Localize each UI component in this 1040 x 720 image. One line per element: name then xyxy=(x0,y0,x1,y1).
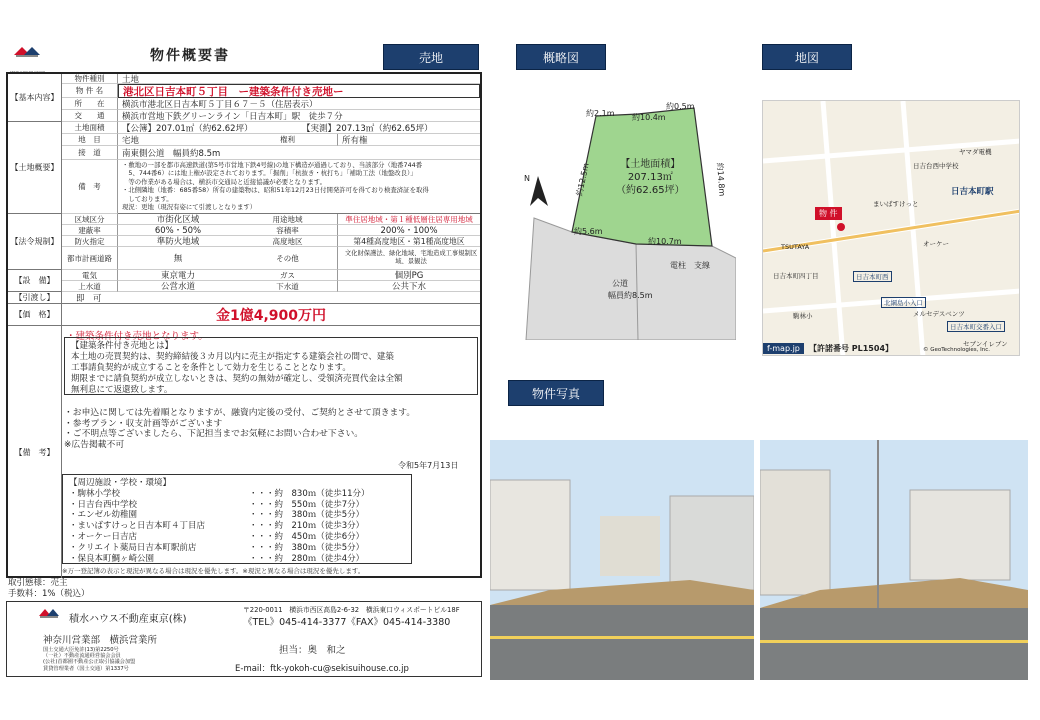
license-line: （一社）不動産流通経営協会会員 xyxy=(43,653,121,660)
label-road: 接 道 xyxy=(62,146,118,160)
env-distance: ・・・約 380ｍ（徒歩5分） xyxy=(249,510,365,521)
land-remarks xyxy=(122,161,478,211)
env-name: ・まいばすけっと日吉本町４丁目店 xyxy=(69,521,206,532)
label-use-zone: 用途地域 xyxy=(238,214,338,225)
land-sketch xyxy=(516,78,736,340)
value-electric: 東京電力 xyxy=(118,270,238,281)
value-chimoku: 宅地 xyxy=(118,134,238,146)
dim-bottom-b: 約10.7m xyxy=(648,237,682,246)
area-tsubo: （約62.65坪） xyxy=(616,185,685,196)
condition-title: 【建築条件付き売地とは】 xyxy=(71,341,174,351)
condition-line: 工事請負契約が成立することを条件として効力を生じることとなります。 xyxy=(71,363,351,373)
value-sewer: 公共下水 xyxy=(338,281,480,292)
condition-line: 期限までに請負契約が成立しないときは、契約の無効が確定し、受領済売買代金は全額 xyxy=(71,374,403,384)
env-name: ・エンゼル幼稚園 xyxy=(69,510,138,521)
value-access: 横浜市営地下鉄グリーンライン「日吉本町」駅 徒歩７分 xyxy=(118,110,480,122)
value-far: 200%・100% xyxy=(338,225,480,236)
bullet-line: ・お申込に関しては先着順となりますが、融資内定後の受付、ご契約とさせて頂きます。 xyxy=(64,408,416,418)
location-map xyxy=(762,100,1020,356)
road-width: 幅員約8.5m xyxy=(608,291,653,300)
env-name: ・日吉台西中学校 xyxy=(69,499,138,510)
dim-top-c: 約0.5m xyxy=(666,102,695,111)
label-gas: ガス xyxy=(238,270,338,281)
remark-line: ・敷地の一部を都市高速鉄道(第5号市営地下鉄4号線)の地下構造が通過しており、当該部分（地番744番 xyxy=(122,161,423,169)
label-city-road: 都市計画道路 xyxy=(62,247,118,270)
value-city-road: 無 xyxy=(118,247,238,270)
map-place: 日吉本町四丁目 xyxy=(773,272,819,280)
dim-left: 約12.5m xyxy=(574,162,591,197)
map-copyright: © GeoTechnologies, Inc. xyxy=(923,347,990,353)
basic-section xyxy=(8,74,480,122)
company-block xyxy=(6,601,482,677)
condition-box xyxy=(64,337,478,395)
delivery-section xyxy=(8,292,480,304)
label-area: 土地面積 xyxy=(62,122,118,134)
value-delivery: 即 可 xyxy=(76,294,102,304)
bullet-line: ・参考プラン・収支計画等がございます xyxy=(64,418,223,429)
value-rights: 所有権 xyxy=(338,134,480,146)
company-division: 神奈川営業部 横浜営業所 xyxy=(43,635,158,646)
stay-label: 支線 xyxy=(694,261,710,270)
sekisui-logo xyxy=(10,43,46,74)
land-section xyxy=(8,122,480,214)
label-water: 上水道 xyxy=(62,281,118,292)
company-name: 積水ハウス不動産東京(株) xyxy=(69,614,187,625)
value-kind: 土地 xyxy=(118,74,480,84)
dim-right: 約14.8m xyxy=(715,162,727,197)
label-area-class: 区域区分 xyxy=(62,214,118,225)
company-email: E-mail：ftk-yokoh-cu@sekisuihouse.co.jp xyxy=(235,664,409,674)
value-price: 金1億4,900万円 xyxy=(215,308,327,324)
license-line: 国土交通大臣免許(13)第2250号 xyxy=(43,647,119,653)
value-gas: 個別PG xyxy=(338,270,480,281)
map-place: まいばすけっと xyxy=(873,200,919,208)
price-section xyxy=(8,304,480,326)
license-line: (公社)首都圏不動産公正取引協議会加盟 xyxy=(43,659,136,666)
label-electric: 電気 xyxy=(62,270,118,281)
map-license: 【許諾番号 PL1504】 xyxy=(809,344,894,353)
env-name: ・オーケー日吉店 xyxy=(69,531,138,542)
label-other: その他 xyxy=(238,247,338,270)
condition-line: 無利息にて返還致します。 xyxy=(71,385,173,395)
map-place: 北綱島小入口 xyxy=(881,297,926,308)
remarks-category: 【備 考】 xyxy=(8,326,62,578)
license-line: 賃貸管理業者（国土交通）第1337号 xyxy=(43,665,129,672)
law-section xyxy=(8,214,480,270)
env-item xyxy=(69,500,405,511)
remark-line: しております。 xyxy=(122,194,173,203)
value-use-zone: 準住居地域・第１種低層住居専用地域 xyxy=(338,214,480,225)
remarks-headline: ・建築条件付き売地となります。 xyxy=(66,331,208,342)
label-access: 交 通 xyxy=(62,110,118,122)
value-area-class: 市街化区域 xyxy=(118,214,238,225)
env-item xyxy=(69,521,405,532)
map-place: 日吉本町交番入口 xyxy=(947,321,1005,332)
value-water: 公営水道 xyxy=(118,281,238,292)
land-category: 【土地概要】 xyxy=(8,122,62,213)
map-credit-logo: f-map.jp xyxy=(763,343,804,354)
env-item xyxy=(69,554,405,565)
env-item xyxy=(69,510,405,521)
value-name: 港北区日吉本町５丁目 ー建築条件付き売地ー xyxy=(118,84,480,98)
env-distance: ・・・約 450ｍ（徒歩6分） xyxy=(249,531,365,542)
env-item xyxy=(69,543,405,554)
remarks-bullets xyxy=(64,408,478,450)
sale-type-badge: 売地 xyxy=(383,44,479,70)
value-area-official: 【公簿】207.01㎡（約62.62坪） xyxy=(118,122,298,134)
dim-top-a: 約2.1m xyxy=(586,109,615,118)
company-address: 〒220-0011 横浜市西区高島2-6-32 横浜東口ウィスポートビル18F xyxy=(243,606,460,614)
basic-category: 【基本内容】 xyxy=(8,74,62,121)
commission: 手数料：1%（税込） xyxy=(8,589,90,599)
map-place: 日吉台西中学校 xyxy=(913,162,959,170)
env-distance: ・・・約 380ｍ（徒歩5分） xyxy=(249,542,365,553)
value-bcr: 60%・50% xyxy=(118,225,238,236)
label-fire: 防火指定 xyxy=(62,236,118,247)
env-item xyxy=(69,489,405,500)
company-license xyxy=(43,647,135,672)
label-kind: 物件種別 xyxy=(62,74,118,84)
label-name: 物 件 名 xyxy=(62,84,118,98)
bullet-line: ※広告掲載不可 xyxy=(64,439,125,450)
value-fire: 準防火地域 xyxy=(118,236,238,247)
value-road: 南東側公道 幅員約8.5m xyxy=(118,146,480,160)
remark-line: 現況：更地（現況有姿にて引渡しとなります） xyxy=(122,203,257,212)
env-distance: ・・・約 280ｍ（徒歩4分） xyxy=(249,553,365,564)
map-place: オーケー xyxy=(923,240,949,248)
map-property-marker: 物 件 xyxy=(815,207,842,220)
remark-line: 等の作業がある場合は、横浜市交通局と近接協議が必要となります。 xyxy=(122,177,326,186)
company-logo xyxy=(37,606,65,627)
company-tel: 《TEL》045-414-3377《FAX》045-414-3380 xyxy=(243,617,451,628)
company-staff: 担当：奥 和之 xyxy=(279,645,346,656)
map-place: メルセデスベンツ xyxy=(913,310,965,318)
sketch-heading: 概略図 xyxy=(516,44,606,70)
road-label: 公道 xyxy=(612,279,628,288)
disclaimer: ※万一登記簿の表示と現況が異なる場合は現況を優先します。※現況と異なる場合は現況を優先します。 xyxy=(62,567,365,575)
env-name: ・駒林小学校 xyxy=(69,488,121,499)
photo-heading: 物件写真 xyxy=(508,380,604,406)
facility-section xyxy=(8,270,480,292)
label-far: 容積率 xyxy=(238,225,338,236)
map-station: 日吉本町駅 xyxy=(951,187,994,197)
environment-box xyxy=(62,474,412,564)
label-sewer: 下水道 xyxy=(238,281,338,292)
value-address: 横浜市港北区日吉本町５丁目６７－５（住居表示） xyxy=(118,98,480,110)
label-rights: 権利 xyxy=(238,134,338,146)
value-other: 文化財保護法、緑化地域、宅地造成工事規制区域、景観法 xyxy=(338,247,480,270)
law-category: 【法令規制】 xyxy=(8,214,62,269)
bullet-line: ・ご不明点等ございましたら、下記担当までお気軽にお問い合わせ下さい。 xyxy=(64,429,364,439)
area-m2: 207.13㎡ xyxy=(627,172,673,183)
remark-line: ・北側隣地（地番：685番58）所有の建築物は、昭和51年12月23日付開発許可を得ており検査済証を取得 xyxy=(122,186,429,195)
env-distance: ・・・約 210ｍ（徒歩3分） xyxy=(249,521,365,532)
label-bcr: 建蔽率 xyxy=(62,225,118,236)
env-distance: ・・・約 830ｍ（徒歩11分） xyxy=(249,488,370,499)
issue-date: 令和5年7月13日 xyxy=(398,461,459,470)
site-photo-2 xyxy=(760,440,1028,680)
north-label: N xyxy=(524,174,530,183)
facility-category: 【設 備】 xyxy=(8,270,62,291)
site-photo-1 xyxy=(490,440,754,680)
env-name: ・保良本町鯛ヶ崎公園 xyxy=(69,553,155,564)
map-place: セブンイレブン xyxy=(963,340,1008,348)
value-area-actual: 【実測】207.13㎡（約62.65坪） xyxy=(298,122,480,134)
map-place: 日吉本町西 xyxy=(853,271,892,282)
env-item xyxy=(69,532,405,543)
map-heading: 地図 xyxy=(762,44,852,70)
env-name: ・クリエイト薬局日吉本町駅前店 xyxy=(69,542,197,553)
page-title: 物件概要書 xyxy=(150,48,230,64)
sketch-area xyxy=(616,158,685,197)
area-title: 【土地面積】 xyxy=(620,159,681,170)
logo-text: SEKISUI HOUSE GROUP xyxy=(10,70,45,74)
label-height: 高度地区 xyxy=(238,236,338,247)
label-remarks: 備 考 xyxy=(62,160,118,214)
label-address: 所 在 xyxy=(62,98,118,110)
delivery-category: 【引渡し】 xyxy=(8,292,62,303)
trade-mode: 取引態様：売主 xyxy=(8,578,68,588)
dim-top-b: 約10.4m xyxy=(632,113,666,122)
value-height: 第4種高度地区・第1種高度地区 xyxy=(338,236,480,247)
dim-bottom-a: 約5.6m xyxy=(574,227,603,236)
pole-label: 電柱 xyxy=(670,261,686,270)
env-distance: ・・・約 550ｍ（徒歩7分） xyxy=(249,499,365,510)
env-title: 【周辺施設・学校・環境】 xyxy=(69,478,172,488)
price-category: 【価 格】 xyxy=(8,304,62,325)
label-chimoku: 地 目 xyxy=(62,134,118,146)
condition-line: 本土地の売買契約は、契約締結後３カ月以内に売主が指定する建築会社の間で、建築 xyxy=(71,352,394,362)
trade-terms xyxy=(8,578,90,600)
map-place: 駒林小 xyxy=(793,312,813,320)
remark-line: 5、744番6）には地上権が設定されております。「掘削」「杭抜き・杭打ち」「補助工法（地盤改良）」 xyxy=(122,169,417,178)
map-place: ヤマダ電機 xyxy=(959,148,992,156)
map-place: TSUTAYA xyxy=(781,243,810,251)
